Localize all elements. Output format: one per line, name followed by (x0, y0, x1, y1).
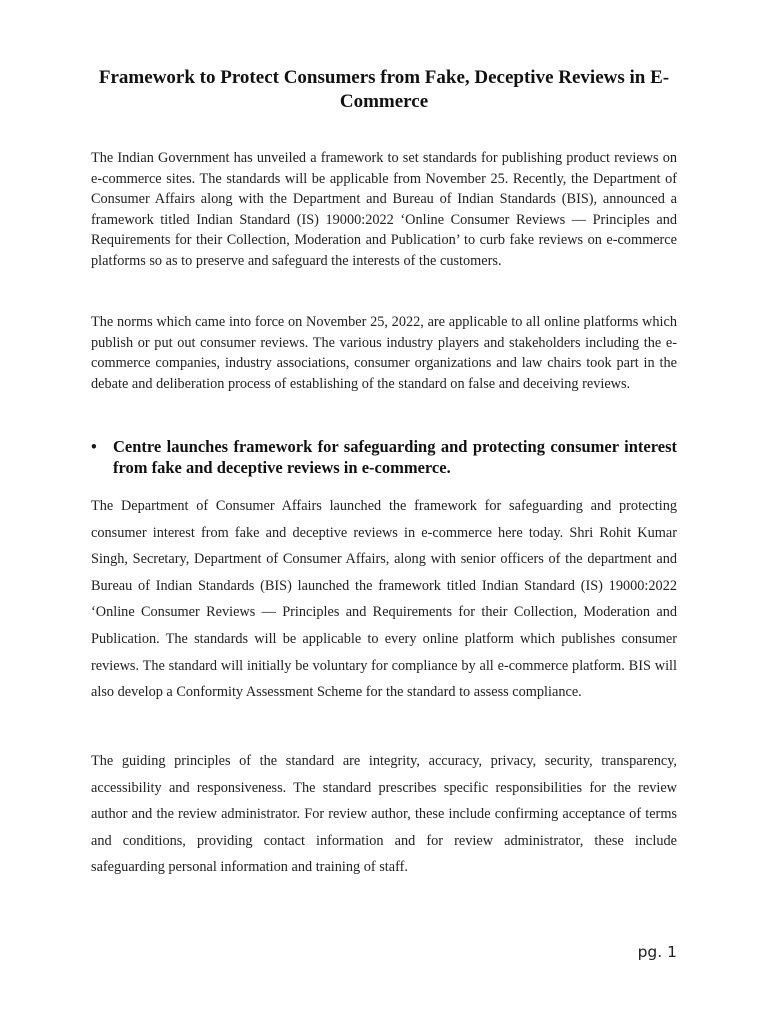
page-number: pg. 1 (637, 943, 677, 961)
intro-paragraph: The Indian Government has unveiled a framework to set standards for publishing product reviews on e-commerce sites. The standards will be applicable from November 25. Recently, the Department of Consumer Affairs along with the Department and Bureau of Indian Standards (BIS), announced a framework titled Indian Standard (IS) 19000:2022 ‘Online Consumer Reviews — Principles and Requirements for their Collection, Moderation and Publication’ to curb fake reviews on e-commerce platforms so as to preserve and safeguard the interests of the customers. (91, 150, 677, 269)
bullet-icon: • (91, 437, 97, 456)
norms-paragraph: The norms which came into force on November 25, 2022, are applicable to all online platforms which publish or put out consumer reviews. The various industry players and stakeholders including the e-commerce companies, industry associations, consumer organizations and law chairs took part in the debate and deliberation process of establishing of the standard on false and deceiving reviews. (91, 314, 677, 392)
document-title: Framework to Protect Consumers from Fake, Deceptive Reviews in E-Commerce (98, 67, 670, 112)
section-heading: Centre launches framework for safeguarding and protecting consumer interest from fake and deceptive reviews in e-commerce. (113, 437, 677, 477)
launch-paragraph: The Department of Consumer Affairs launched the framework for safeguarding and protecting consumer interest from fake and deceptive reviews in e-commerce here today. Shri Rohit Kumar Singh, Secretary, Department of Consumer Affairs, along with senior officers of the department and Bureau of Indian Standards (BIS) launched the framework titled Indian Standard (IS) 19000:2022 ‘Online Consumer Reviews — Principles and Requirements for their Collection, Moderation and Publication. The standards will be applicable to every online platform which publishes consumer reviews. The standard will initially be voluntary for compliance by all e-commerce platform. BIS will also develop a Conformity Assessment Scheme for the standard to assess compliance. (91, 498, 677, 701)
principles-paragraph: The guiding principles of the standard are integrity, accuracy, privacy, security, transparency, accessibility and responsiveness. The standard prescribes specific responsibilities for the review author and the review administrator. For review author, these include confirming acceptance of terms and conditions, providing contact information and for review administrator, these include safeguarding personal information and training of staff. (91, 753, 677, 876)
